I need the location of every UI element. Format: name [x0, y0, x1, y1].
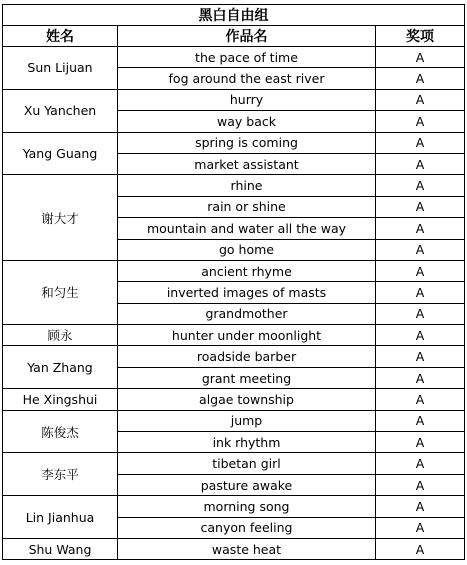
- award-cell: A: [376, 325, 465, 346]
- work-title-cell: morning song: [118, 496, 376, 517]
- author-name-cell: Xu Yanchen: [3, 89, 118, 132]
- award-cell: A: [376, 538, 465, 559]
- award-table: [2, 4, 465, 560]
- table-row: [3, 496, 465, 517]
- work-title-cell: way back: [118, 111, 376, 132]
- work-title-cell: fog around the east river: [118, 68, 376, 89]
- award-cell: A: [376, 89, 465, 110]
- table-title-row: [3, 5, 465, 26]
- award-cell: A: [376, 47, 465, 68]
- table-row: [3, 89, 465, 110]
- author-name-cell: 陈俊杰: [3, 410, 118, 453]
- award-cell: A: [376, 496, 465, 517]
- work-title-cell: ancient rhyme: [118, 260, 376, 281]
- table-header-row: [3, 26, 465, 47]
- work-title-cell: mountain and water all the way: [118, 218, 376, 239]
- work-title-cell: hurry: [118, 89, 376, 110]
- header-name: 姓名: [3, 26, 118, 47]
- table-row: [3, 175, 465, 196]
- award-cell: A: [376, 410, 465, 431]
- work-title-cell: tibetan girl: [118, 453, 376, 474]
- award-cell: A: [376, 111, 465, 132]
- table-row: [3, 260, 465, 281]
- work-title-cell: grandmother: [118, 303, 376, 324]
- award-cell: A: [376, 132, 465, 153]
- work-title-cell: roadside barber: [118, 346, 376, 367]
- work-title-cell: market assistant: [118, 153, 376, 174]
- award-cell: A: [376, 453, 465, 474]
- work-title-cell: go home: [118, 239, 376, 260]
- award-cell: A: [376, 367, 465, 388]
- table-row: [3, 132, 465, 153]
- table-row: [3, 325, 465, 346]
- work-title-cell: grant meeting: [118, 367, 376, 388]
- award-sheet: [2, 4, 464, 560]
- award-cell: A: [376, 196, 465, 217]
- table-title: 黑白自由组: [3, 5, 465, 26]
- award-cell: A: [376, 282, 465, 303]
- author-name-cell: Yan Zhang: [3, 346, 118, 389]
- table-row: [3, 346, 465, 367]
- award-cell: A: [376, 218, 465, 239]
- work-title-cell: pasture awake: [118, 474, 376, 495]
- award-cell: A: [376, 239, 465, 260]
- work-title-cell: spring is coming: [118, 132, 376, 153]
- award-cell: A: [376, 432, 465, 453]
- work-title-cell: rain or shine: [118, 196, 376, 217]
- work-title-cell: canyon feeling: [118, 517, 376, 538]
- table-row: [3, 538, 465, 559]
- author-name-cell: Shu Wang: [3, 538, 118, 559]
- author-name-cell: 李东平: [3, 453, 118, 496]
- header-work: 作品名: [118, 26, 376, 47]
- author-name-cell: He Xingshui: [3, 389, 118, 410]
- work-title-cell: rhine: [118, 175, 376, 196]
- work-title-cell: waste heat: [118, 538, 376, 559]
- work-title-cell: hunter under moonlight: [118, 325, 376, 346]
- table-row: [3, 410, 465, 431]
- award-cell: A: [376, 346, 465, 367]
- award-cell: A: [376, 175, 465, 196]
- award-cell: A: [376, 153, 465, 174]
- award-cell: A: [376, 474, 465, 495]
- header-award: 奖项: [376, 26, 465, 47]
- work-title-cell: ink rhythm: [118, 432, 376, 453]
- author-name-cell: 谢大才: [3, 175, 118, 261]
- author-name-cell: Yang Guang: [3, 132, 118, 175]
- table-body: [3, 47, 465, 560]
- work-title-cell: algae township: [118, 389, 376, 410]
- work-title-cell: jump: [118, 410, 376, 431]
- author-name-cell: Lin Jianhua: [3, 496, 118, 539]
- table-row: [3, 389, 465, 410]
- award-cell: A: [376, 68, 465, 89]
- award-cell: A: [376, 260, 465, 281]
- work-title-cell: the pace of time: [118, 47, 376, 68]
- award-cell: A: [376, 517, 465, 538]
- award-cell: A: [376, 303, 465, 324]
- work-title-cell: inverted images of masts: [118, 282, 376, 303]
- table-row: [3, 47, 465, 68]
- award-cell: A: [376, 389, 465, 410]
- author-name-cell: 和匀生: [3, 260, 118, 324]
- table-row: [3, 453, 465, 474]
- author-name-cell: Sun Lijuan: [3, 47, 118, 90]
- author-name-cell: 顾永: [3, 325, 118, 346]
